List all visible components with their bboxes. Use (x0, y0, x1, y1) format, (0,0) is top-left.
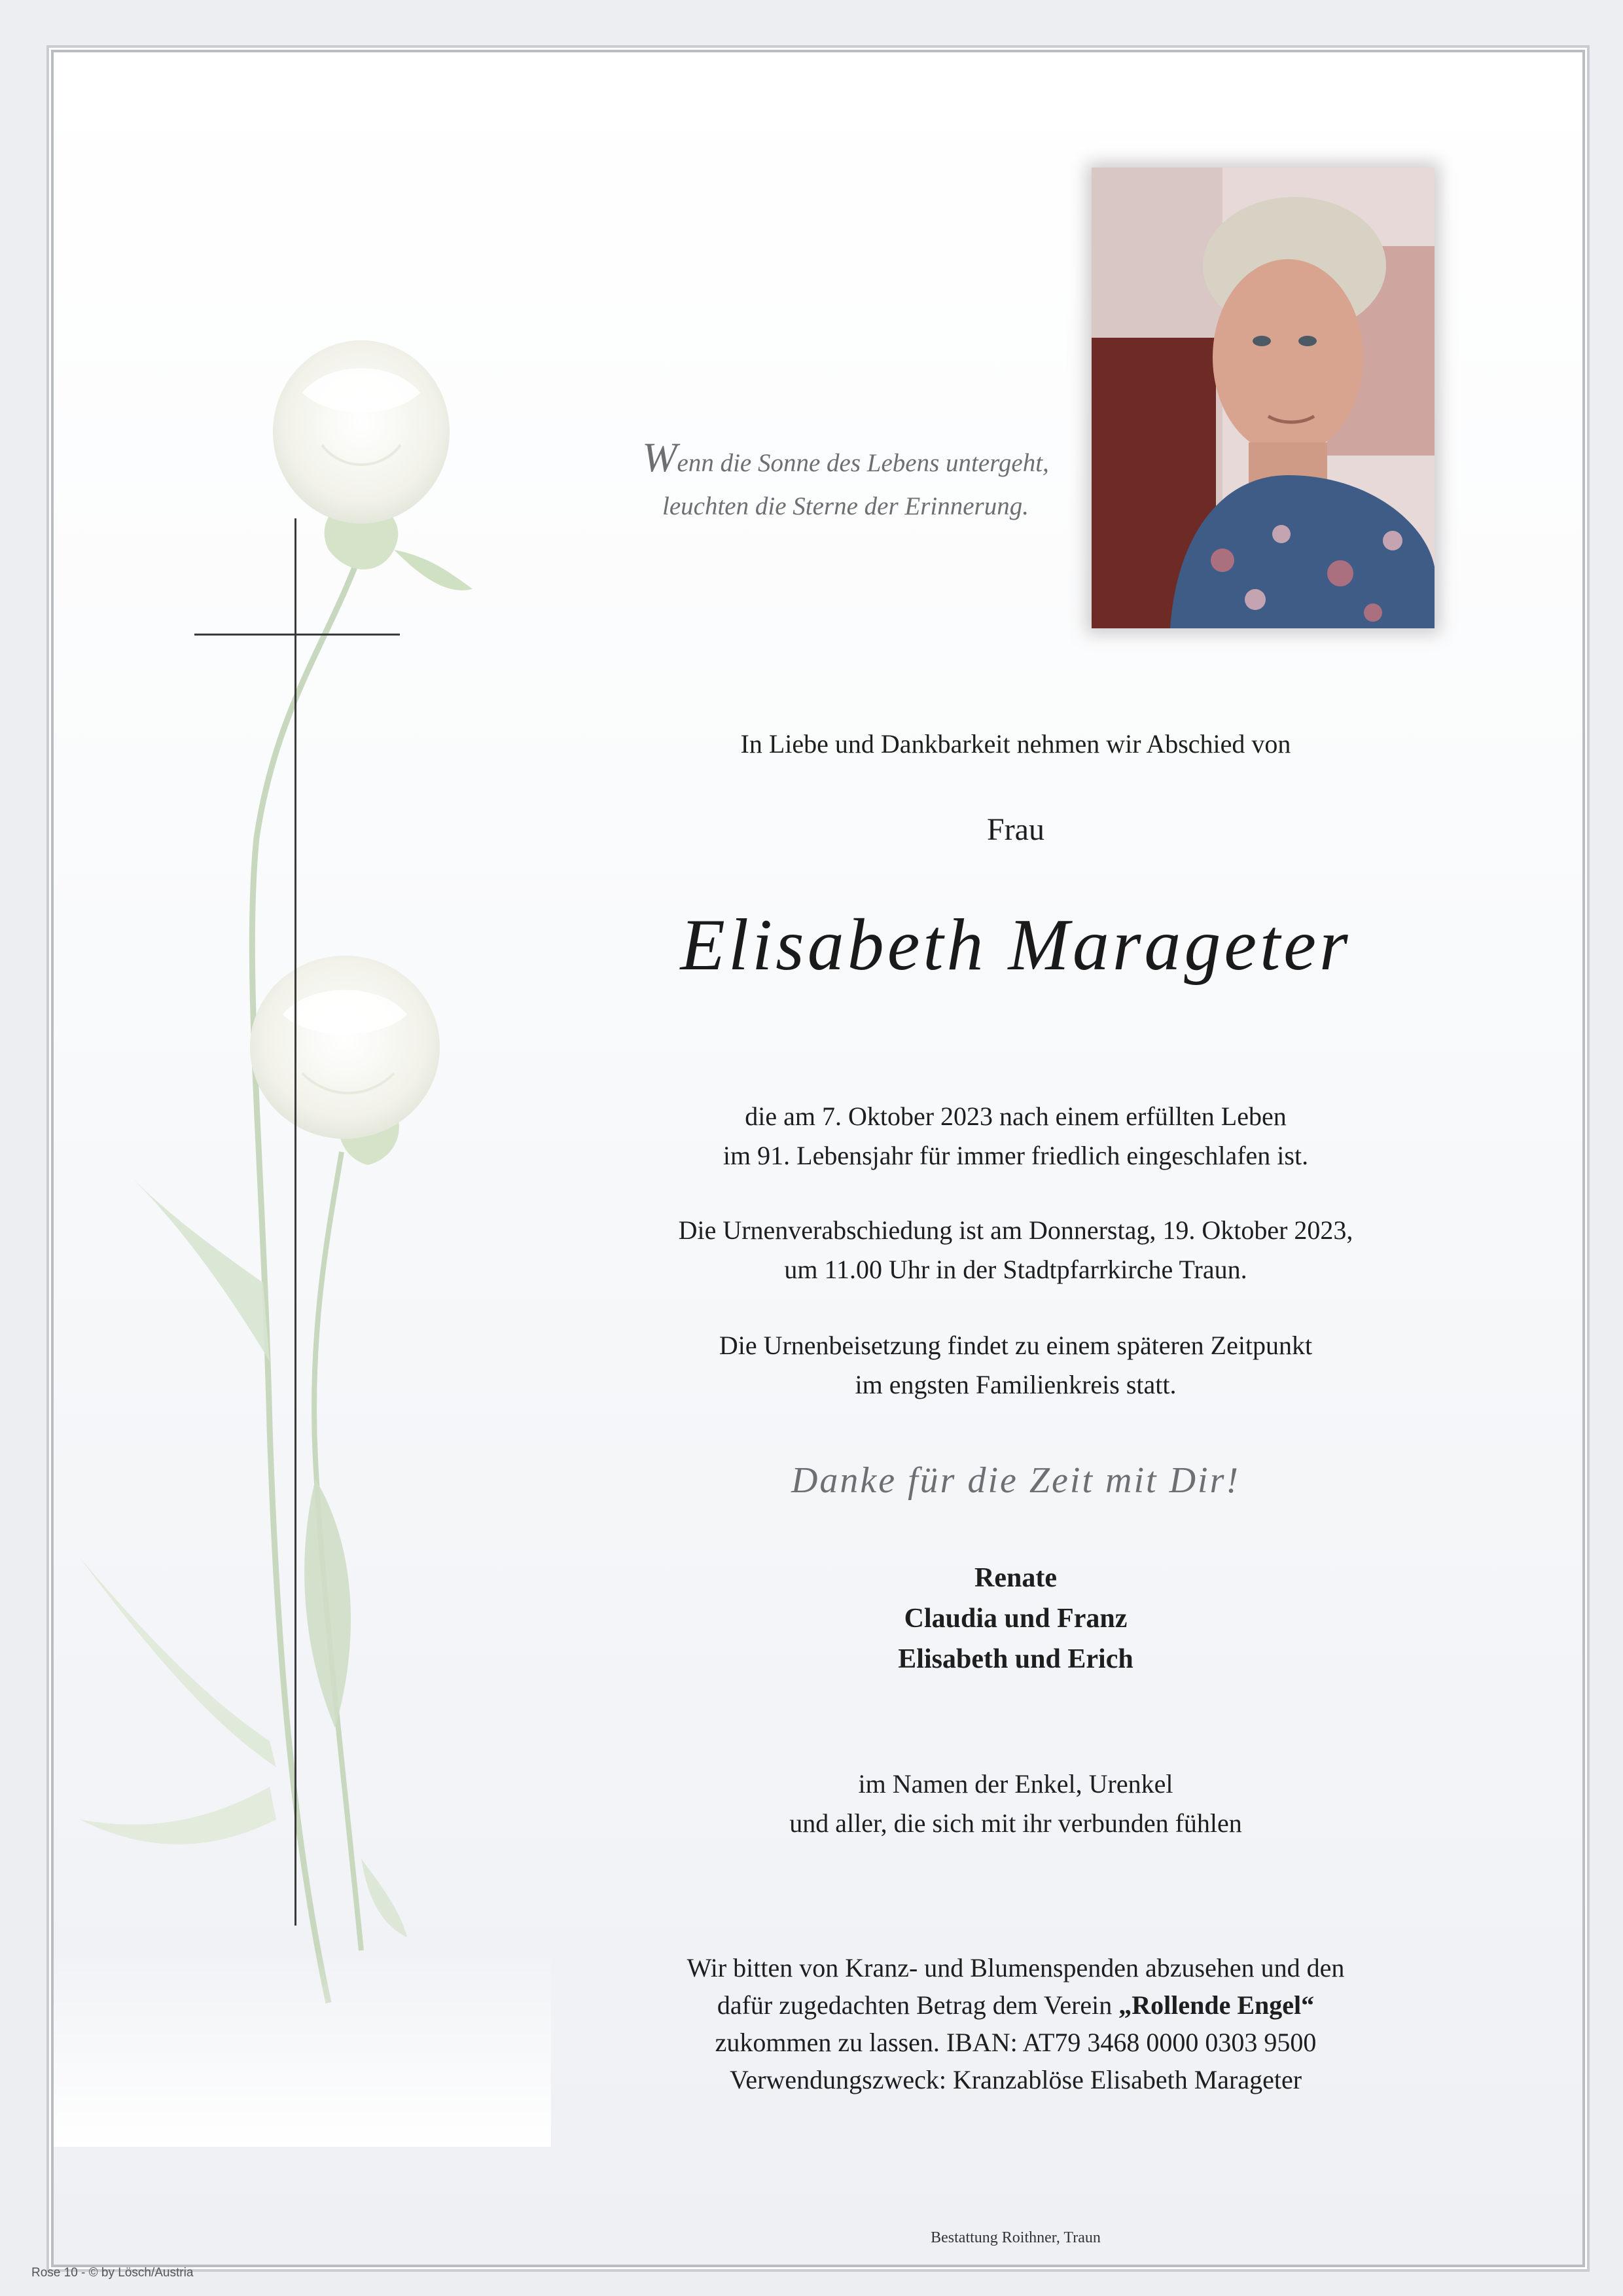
upper-rose-icon (273, 340, 473, 590)
burial-info-line: im engsten Familienkreis statt. (855, 1370, 1177, 1399)
donation-line: Verwendungszweck: Kranzablöse Elisabeth Marageter (729, 2065, 1302, 2094)
funeral-home: Bestattung Roithner, Traun (931, 2229, 1101, 2246)
burial-info-line: Die Urnenbeisetzung findet zu einem späteren Zeitpunkt (719, 1331, 1313, 1360)
cross-vertical (294, 518, 296, 1926)
salutation: Frau (987, 812, 1044, 847)
thanks-line: Danke für die Zeit mit Dir! (791, 1460, 1241, 1501)
lower-rose-icon (250, 956, 440, 1165)
memorial-quote (538, 436, 1153, 528)
death-notice (420, 1097, 1585, 1175)
mourner-name: Renate (974, 1563, 1057, 1593)
design-credit: Rose 10 - © by Lösch/Austria (31, 2266, 194, 2280)
charity-name: „Rollende Engel“ (1118, 1990, 1315, 2020)
on-behalf-line: und aller, die sich mit ihr verbunden fühlen (789, 1808, 1242, 1838)
farewell-intro: In Liebe und Dankbarkeit nehmen wir Abschied von (740, 729, 1291, 759)
portrait-image (1092, 168, 1435, 628)
obituary-sheet (51, 50, 1585, 2267)
quote-line-1: enn die Sonne des Lebens untergeht, (677, 449, 1049, 477)
death-notice-line: die am 7. Oktober 2023 nach einem erfüllten Leben (745, 1102, 1287, 1131)
service-info-line: Die Urnenverabschiedung ist am Donnerstag, 19. Oktober 2023, (678, 1215, 1353, 1245)
burial-info (420, 1326, 1585, 1405)
donation-line: dafür zugedachten Betrag dem Verein (717, 1990, 1119, 2020)
cross-horizontal (194, 634, 400, 636)
quote-initial: W (642, 434, 677, 480)
death-notice-line: im 91. Lebensjahr für immer friedlich eingeschlafen ist. (722, 1141, 1309, 1170)
service-info (420, 1211, 1585, 1289)
on-behalf (420, 1765, 1585, 1843)
donation-request (420, 1949, 1585, 2098)
mourner-name: Elisabeth und Erich (898, 1644, 1133, 1674)
donation-line: Wir bitten von Kranz- und Blumenspenden abzusehen und den (687, 1953, 1345, 1982)
donation-line: zukommen zu lassen. IBAN: AT79 3468 0000 0303 9500 (715, 2028, 1317, 2057)
portrait-photo (1092, 168, 1435, 628)
service-info-line: um 11.00 Uhr in der Stadtpfarrkirche Traun. (784, 1255, 1247, 1284)
deceased-name: Elisabeth Marageter (680, 905, 1351, 986)
quote-line-2: leuchten die Sterne der Erinnerung. (662, 492, 1029, 520)
mourner-name: Claudia und Franz (904, 1604, 1128, 1634)
on-behalf-line: im Namen der Enkel, Urenkel (858, 1769, 1173, 1799)
mourners-list (420, 1558, 1585, 1679)
